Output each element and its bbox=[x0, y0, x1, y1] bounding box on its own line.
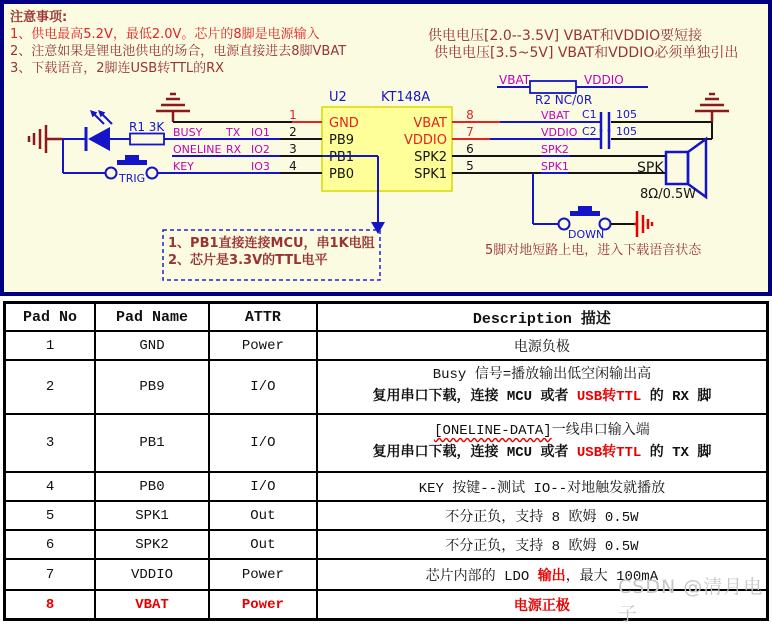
down-button-label: DOWN bbox=[568, 228, 605, 241]
net-label-rx: RX bbox=[226, 143, 242, 156]
table-row-pin2 bbox=[5, 360, 768, 414]
table-row-pin8 bbox=[5, 590, 768, 620]
desc-text: 一线串口输入端 bbox=[551, 423, 650, 440]
cell-pad-no: 3 bbox=[5, 414, 96, 472]
notes-title: 注意事项: bbox=[10, 10, 68, 25]
pin-name-pb9: PB9 bbox=[329, 133, 355, 148]
header-attr: ATTR bbox=[209, 303, 317, 332]
chip-ref: U2 bbox=[329, 90, 347, 105]
cell-attr: Power bbox=[209, 559, 317, 590]
net-label-io2: IO2 bbox=[251, 143, 270, 156]
net-label-busy: BUSY bbox=[173, 126, 203, 139]
cell-attr: Power bbox=[209, 331, 317, 360]
pin-num-7: 7 bbox=[466, 125, 474, 139]
cell-pad-no: 7 bbox=[5, 559, 96, 590]
desc-red-text: USB转TTL bbox=[576, 445, 642, 461]
cell-pad-no: 6 bbox=[5, 530, 96, 559]
note-item-1: 1、供电最高5.2V，最低2.0V。芯片的8脚是电源输入 bbox=[10, 27, 320, 42]
cell-pad-name: VDDIO bbox=[95, 559, 209, 590]
net-label-spk2: SPK2 bbox=[541, 143, 569, 156]
pin-name-spk1: SPK1 bbox=[414, 167, 447, 182]
pin-name-pb1: PB1 bbox=[329, 150, 355, 165]
pb1-note-line2: 2、芯片是3.3V的TTL电平 bbox=[168, 253, 328, 268]
trig-button-label: TRIG bbox=[119, 172, 146, 185]
net-label-vddio: VDDIO bbox=[541, 126, 578, 139]
pin-name-gnd: GND bbox=[329, 116, 359, 131]
pin-num-3: 3 bbox=[289, 142, 297, 156]
power-note-1: 供电电压[2.0--3.5V] VBAT和VDDIO要短接 bbox=[428, 28, 703, 44]
capacitor-c1-label: C1 bbox=[582, 108, 597, 121]
pin-name-pb0: PB0 bbox=[329, 167, 355, 182]
capacitor-c2-value: 105 bbox=[616, 125, 637, 138]
cell-pad-name: SPK1 bbox=[95, 501, 209, 530]
cell-attr: I/O bbox=[209, 472, 317, 501]
desc-text: 芯片内部的 LDO bbox=[425, 568, 538, 585]
cell-attr: Out bbox=[209, 530, 317, 559]
note-item-2: 2、注意如果是锂电池供电的场合，电源直接进去8脚VBAT bbox=[10, 44, 347, 59]
header-pad-no: Pad No bbox=[5, 303, 96, 332]
cell-attr: I/O bbox=[209, 360, 317, 414]
cell-pad-no: 4 bbox=[5, 472, 96, 501]
resistor-r2-label: R2 NC/0R bbox=[535, 93, 593, 107]
pin-num-2: 2 bbox=[289, 125, 297, 139]
desc-red-text: USB转TTL bbox=[576, 389, 642, 405]
cell-attr: I/O bbox=[209, 414, 317, 472]
download-note: 5脚对地短路上电，进入下载语音状态 bbox=[485, 243, 702, 258]
desc-wavy-text: [ONELINE-DATA] bbox=[434, 423, 552, 440]
cell-pad-name: VBAT bbox=[95, 590, 209, 620]
cell-pad-name: PB9 bbox=[95, 360, 209, 414]
cell-desc: 电源正极 bbox=[317, 590, 768, 620]
pin-num-5: 5 bbox=[466, 159, 474, 173]
cell-pad-no: 2 bbox=[5, 360, 96, 414]
chip-part-number: KT148A bbox=[381, 90, 431, 105]
resistor-r2 bbox=[530, 81, 576, 93]
cell-pad-name: SPK2 bbox=[95, 530, 209, 559]
cell-pad-name: GND bbox=[95, 331, 209, 360]
csdn-watermark: CSDN @清月电子 bbox=[618, 576, 764, 625]
net-label-vbat: VBAT bbox=[541, 109, 570, 122]
cell-desc: 不分正负，支持 8 欧姆 0.5W bbox=[317, 501, 768, 530]
capacitor-c2-label: C2 bbox=[582, 125, 597, 138]
table-row-pin6 bbox=[5, 530, 768, 559]
resistor-r1 bbox=[130, 134, 164, 145]
pin-name-vbat: VBAT bbox=[413, 116, 447, 131]
net-label-vddio-top: VDDIO bbox=[584, 73, 624, 87]
circuit-schematic bbox=[0, 0, 772, 297]
net-label-tx: TX bbox=[226, 126, 241, 139]
cell-desc bbox=[317, 360, 768, 414]
net-label-io1: IO1 bbox=[251, 126, 270, 139]
cell-desc bbox=[317, 559, 768, 590]
speaker-spec: 8Ω/0.5W bbox=[640, 187, 697, 202]
table-row-pin7 bbox=[5, 559, 768, 590]
cell-desc: KEY 按键--测试 IO--对地触发就播放 bbox=[317, 472, 768, 501]
pin-name-spk2: SPK2 bbox=[414, 150, 447, 165]
cell-attr: Power bbox=[209, 590, 317, 620]
desc-text: ，最大 100mA bbox=[565, 568, 659, 585]
cell-pad-no: 1 bbox=[5, 331, 96, 360]
desc-text: 复用串口下载，连接 MCU 或者 bbox=[372, 445, 577, 461]
cell-pad-name: PB1 bbox=[95, 414, 209, 472]
table-row-pin4 bbox=[5, 472, 768, 501]
net-label-key: KEY bbox=[173, 160, 194, 173]
desc-text: 的 TX 脚 bbox=[641, 445, 712, 461]
desc-line1 bbox=[320, 421, 764, 443]
header-description: Description 描述 bbox=[317, 303, 768, 332]
table-header-row bbox=[5, 303, 768, 332]
capacitor-c1-value: 105 bbox=[616, 108, 637, 121]
resistor-r1-label: R1 3K bbox=[129, 120, 165, 134]
cell-desc: 电源负极 bbox=[317, 331, 768, 360]
desc-line2 bbox=[320, 443, 764, 465]
table-row-pin3 bbox=[5, 414, 768, 472]
table-row-pin5 bbox=[5, 501, 768, 530]
pin-num-1: 1 bbox=[289, 108, 297, 122]
desc-line2 bbox=[320, 387, 764, 409]
note-item-3: 3、下载语音，2脚连USB转TTL的RX bbox=[10, 61, 225, 76]
net-label-spk1: SPK1 bbox=[541, 160, 569, 173]
desc-line1: Busy 信号=播放输出低空闲输出高 bbox=[432, 367, 652, 384]
cell-pad-no: 5 bbox=[5, 501, 96, 530]
cell-pad-name: PB0 bbox=[95, 472, 209, 501]
speaker-label: SPK bbox=[637, 160, 664, 176]
desc-text: 的 RX 脚 bbox=[641, 389, 712, 405]
header-pad-name: Pad Name bbox=[95, 303, 209, 332]
pin-description-table bbox=[3, 301, 769, 621]
pin-num-8: 8 bbox=[466, 108, 474, 122]
pin-name-vddio: VDDIO bbox=[404, 133, 447, 148]
net-label-vbat-top: VBAT bbox=[499, 73, 531, 87]
cell-attr: Out bbox=[209, 501, 317, 530]
cell-desc: 不分正负，支持 8 欧姆 0.5W bbox=[317, 530, 768, 559]
desc-text: 复用串口下载，连接 MCU 或者 bbox=[372, 389, 577, 405]
pin-num-4: 4 bbox=[289, 159, 297, 173]
net-label-io3: IO3 bbox=[251, 160, 270, 173]
pb1-note-line1: 1、PB1直接连接MCU，串1K电阻 bbox=[168, 236, 375, 251]
pin-num-6: 6 bbox=[466, 142, 474, 156]
power-note-2: 供电电压[3.5~5V] VBAT和VDDIO必须单独引出 bbox=[434, 45, 739, 61]
desc-red-text: 输出 bbox=[537, 568, 566, 585]
table-row-pin1 bbox=[5, 331, 768, 360]
cell-pad-no: 8 bbox=[5, 590, 96, 620]
cell-desc bbox=[317, 414, 768, 472]
schematic-panel bbox=[0, 0, 772, 297]
net-label-oneline: ONELINE bbox=[173, 143, 222, 156]
